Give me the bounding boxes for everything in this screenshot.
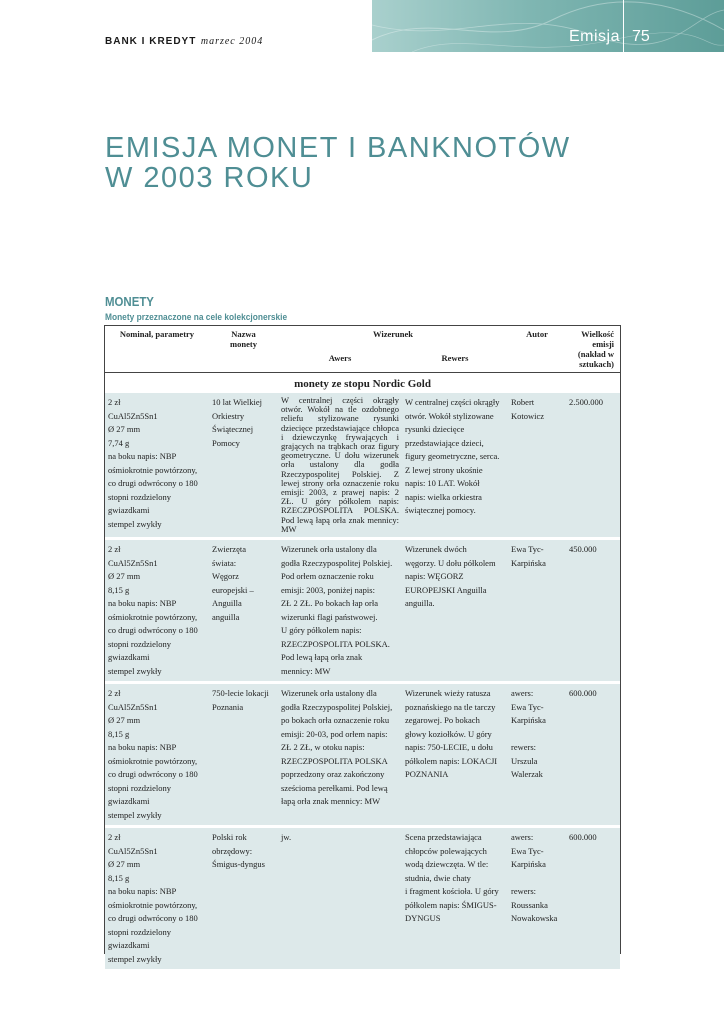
article-title [105, 133, 625, 193]
group-label: monety ze stopu Nordic Gold [105, 373, 620, 393]
obverse-cell: Wizerunek orła ustalony dla godła Rzeczypospolitej Polskiej. Pod orłem oznaczenie roku emisji: 2003, poniżej napis: ZŁ 2 ZŁ. Po bokach łap orła wizerunki flagi państwowej. U góry półkolem napis: RZECZPOSPOLITA POLSKA. Pod lewą łapą orła znak mennicy: MW [278, 539, 402, 683]
table-row [105, 827, 620, 970]
table-row [105, 683, 620, 827]
name-cell: Polski rok obrzędowy: Śmigus-dyngus [209, 827, 278, 970]
page-number: 75 [632, 28, 650, 45]
coins-subheading: Monety przeznaczone na cele kolekcjonerskie [105, 312, 288, 323]
reverse-cell: Scena przedstawiająca chłopców polewających wodą dziewczęta. W tle: studnia, dwie chaty i fragment kościoła. U góry półkolem napis: ŚMIGUS- DYNGUS [402, 827, 508, 970]
author-cell: Ewa Tyc- Karpińska [508, 539, 566, 683]
name-cell: Zwierzęta świata: Węgorz europejski – Anguilla anguilla [209, 539, 278, 683]
coins-heading: MONETY [105, 294, 154, 309]
journal-name: BANK I KREDYT [105, 36, 197, 47]
author-cell: awers: Ewa Tyc- Karpińska rewers: Urszula Walerzak [508, 683, 566, 827]
running-head [105, 36, 263, 47]
band-divider [623, 0, 624, 52]
author-cell: awers: Ewa Tyc- Karpińska rewers: Roussanka Nowakowska [508, 827, 566, 970]
article-title-line-2: W 2003 ROKU [105, 162, 314, 194]
name-cell: 750-lecie lokacji Poznania [209, 683, 278, 827]
col-header-reverse: Rewers [402, 347, 508, 372]
col-header-name: Nazwa monety [209, 326, 278, 372]
header-color-band [372, 0, 724, 52]
volume-cell: 600.000 [566, 827, 620, 970]
table-row [105, 393, 620, 539]
params-cell: 2 zł CuAl5Zn5Sn1 Ø 27 mm 8,15 g na boku napis: NBP ośmiokrotnie powtórzony, co drugi odwrócony o 180 stopni rozdzielony gwiazdkami stempel zwykły [105, 683, 209, 827]
volume-cell: 600.000 [566, 683, 620, 827]
params-cell: 2 zł CuAl5Zn5Sn1 Ø 27 mm 8,15 g na boku napis: NBP ośmiokrotnie powtórzony, co drugi odwrócony o 180 stopni rozdzielony gwiazdkami stempel zwykły [105, 539, 209, 683]
params-cell: 2 zł CuAl5Zn5Sn1 Ø 27 mm 7,74 g na boku napis: NBP ośmiokrotnie powtórzony, co drugi odwrócony o 180 stopni rozdzielony gwiazdkami stempel zwykły [105, 393, 209, 539]
volume-cell: 450.000 [566, 539, 620, 683]
obverse-cell: jw. [278, 827, 402, 970]
author-cell: Robert Kotowicz [508, 393, 566, 539]
table-row [105, 539, 620, 683]
article-title-line-1: EMISJA MONET I BANKNOTÓW [105, 132, 571, 164]
params-cell: 2 zł CuAl5Zn5Sn1 Ø 27 mm 8,15 g na boku napis: NBP ośmiokrotnie powtórzony, co drugi odwrócony o 180 stopni rozdzielony gwiazdkami stempel zwykły [105, 827, 209, 970]
volume-cell: 2.500.000 [566, 393, 620, 539]
obverse-cell: W centralnej części okrągły otwór. Wokół na tle ozdobnego reliefu stylizowane rysunki dziecięce przedstawiające chłopca i dziewczynkę frywających i grających na trąbkach oraz figury geometryczne. U dołu wizerunek orła ustalony dla godła Rzeczypospolitej Polskiej. Z lewej strony orła oznaczenie roku emisji: 2003, z prawej napis: 2 ZŁ. U góry półkolem napis: RZECZPOSPOLITA POLSKA. Pod lewą łapą orła znak mennicy: MW [278, 393, 402, 539]
reverse-cell: W centralnej części okrągły otwór. Wokół stylizowane rysunki dziecięce przedstawiające dzieci, figury geometryczne, serca. Z lewej strony ukośnie napis: 10 LAT. Wokół napis: wielka orkiestra świątecznej pomocy. [402, 393, 508, 539]
coins-table [105, 326, 620, 969]
col-header-volume: Wielkość emisji (nakład w sztukach) [566, 326, 620, 372]
obverse-cell: Wizerunek orła ustalony dla godła Rzeczypospolitej Polskiej, po bokach orła oznaczenie roku emisji: 20-03, pod orłem napis: ZŁ 2 ZŁ, w otoku napis: RZECZPOSPOLITA POLSKA poprzedzony oraz zakończony sześcioma perełkami. Pod lewą łapą orła znak mennicy: MW [278, 683, 402, 827]
band-texture [372, 0, 724, 52]
section-name: Emisja [568, 28, 620, 45]
reverse-cell: Wizerunek dwóch węgorzy. U dołu półkolem napis: WĘGORZ EUROPEJSKI Anguilla anguilla. [402, 539, 508, 683]
col-header-author: Autor [508, 326, 566, 372]
name-cell: 10 lat Wielkiej Orkiestry Świątecznej Pomocy [209, 393, 278, 539]
col-header-nominal: Nominał, parametry [105, 326, 209, 372]
coins-table-frame [104, 325, 621, 964]
reverse-cell: Wizerunek wieży ratusza poznańskiego na tle tarczy zegarowej. Po bokach głowy koziołków. U góry napis: 750-LECIE, u dołu półkolem napis: LOKACJI POZNANIA [402, 683, 508, 827]
col-header-obverse: Awers [278, 347, 402, 372]
journal-issue: marzec 2004 [200, 36, 264, 47]
col-header-image: Wizerunek [278, 326, 508, 347]
